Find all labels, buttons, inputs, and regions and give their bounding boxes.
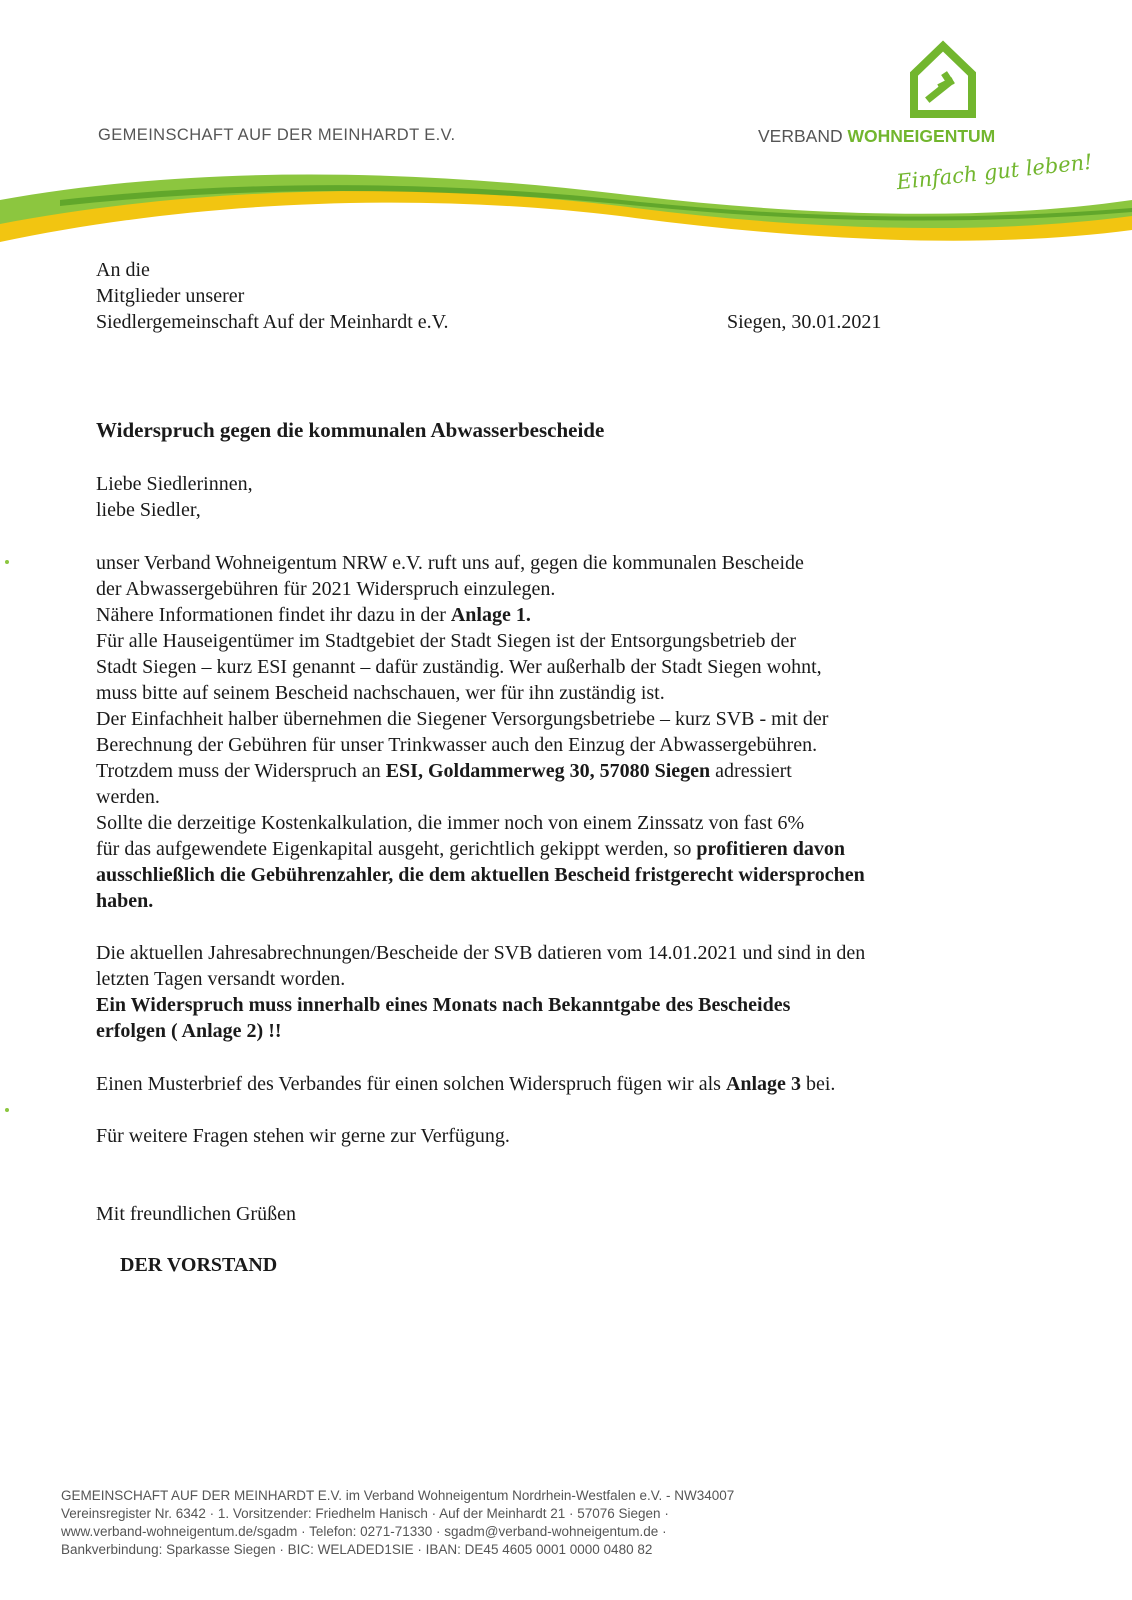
body-line: Für alle Hauseigentümer im Stadtgebiet der Stadt Siegen ist der Entsorgungsbetrieb der <box>96 630 797 652</box>
recipient-line-1: An die <box>96 259 150 281</box>
signature: DER VORSTAND <box>120 1254 278 1276</box>
footer-line-4: Bankverbindung: Sparkasse Siegen · BIC: WELADED1SIE · IBAN: DE45 4605 0001 0000 0480 82 <box>61 1542 653 1557</box>
salutation-line-2: liebe Siedler, <box>96 499 201 521</box>
closing: Mit freundlichen Grüßen <box>96 1203 296 1225</box>
body-line: Der Einfachheit halber übernehmen die Siegener Versorgungsbetriebe – kurz SVB - mit der <box>96 708 829 730</box>
body-line: erfolgen ( Anlage 2) !! <box>96 1020 282 1042</box>
body-line: muss bitte auf seinem Bescheid nachschauen, wer für ihn zuständig ist. <box>96 682 665 704</box>
body-line: werden. <box>96 786 160 808</box>
body-line: der Abwassergebühren für 2021 Widerspruch einzulegen. <box>96 578 556 600</box>
body-line: unser Verband Wohneigentum NRW e.V. ruft uns auf, gegen die kommunalen Bescheide <box>96 552 804 574</box>
letter-subject: Widerspruch gegen die kommunalen Abwasserbescheide <box>96 418 605 442</box>
salutation-line-1: Liebe Siedlerinnen, <box>96 473 253 495</box>
body-line: Nähere Informationen findet ihr dazu in der Anlage 1. <box>96 604 531 626</box>
body-line: Einen Musterbrief des Verbandes für einen solchen Widerspruch fügen wir als Anlage 3 bei. <box>96 1073 836 1095</box>
sender-organization: GEMEINSCHAFT AUF DER MEINHARDT E.V. <box>98 126 456 144</box>
body-line: Stadt Siegen – kurz ESI genannt – dafür zuständig. Wer außerhalb der Stadt Siegen wohnt, <box>96 656 822 678</box>
footer-line-1: GEMEINSCHAFT AUF DER MEINHARDT E.V. im Verband Wohneigentum Nordrhein-Westfalen e.V. - NW34007 <box>61 1488 735 1503</box>
body-line: Trotzdem muss der Widerspruch an ESI, Goldammerweg 30, 57080 Siegen adressiert <box>96 760 792 782</box>
body-line: Die aktuellen Jahresabrechnungen/Bescheide der SVB datieren vom 14.01.2021 und sind in den <box>96 942 866 964</box>
place-date: Siegen, 30.01.2021 <box>727 311 882 333</box>
brand-slogan: Einfach gut leben! <box>895 149 1094 195</box>
footer <box>61 1487 734 1559</box>
body-line: haben. <box>96 890 154 912</box>
body-line: Ein Widerspruch muss innerhalb eines Monats nach Bekanntgabe des Bescheides <box>96 994 791 1016</box>
body-line: Sollte die derzeitige Kostenkalkulation, die immer noch von einem Zinssatz von fast 6% <box>96 812 805 834</box>
header-swoosh <box>0 160 1132 250</box>
body-line: für das aufgewendete Eigenkapital ausgeht, gerichtlich gekippt werden, so profitieren davon <box>96 838 846 860</box>
footer-line-3: www.verband-wohneigentum.de/sgadm · Telefon: 0271-71330 · sgadm@verband-wohneigentum.de · <box>61 1524 667 1539</box>
punch-mark <box>5 560 9 564</box>
house-logo-icon <box>904 38 982 120</box>
body-line: ausschließlich die Gebührenzahler, die dem aktuellen Bescheid fristgerecht widersprochen <box>96 864 865 886</box>
punch-mark <box>5 1108 9 1112</box>
body-line: Berechnung der Gebühren für unser Trinkwasser auch den Einzug der Abwassergebühren. <box>96 734 818 756</box>
footer-line-2: Vereinsregister Nr. 6342 · 1. Vorsitzender: Friedhelm Hanisch · Auf der Meinhardt 21 · 57076 Siegen · <box>61 1506 669 1521</box>
recipient-line-3: Siedlergemeinschaft Auf der Meinhardt e.V. <box>96 311 449 333</box>
recipient-line-2: Mitglieder unserer <box>96 285 245 307</box>
brand-name: VERBAND WOHNEIGENTUM <box>758 126 996 146</box>
body-line: letzten Tagen versandt worden. <box>96 968 346 990</box>
body-line: Für weitere Fragen stehen wir gerne zur Verfügung. <box>96 1125 510 1147</box>
